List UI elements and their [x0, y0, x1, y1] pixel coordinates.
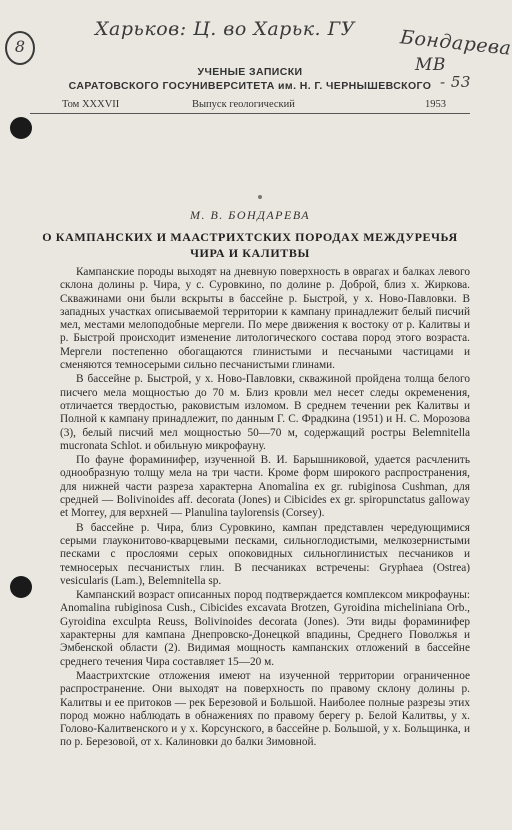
paragraph: В бассейне р. Чира, близ Суровкино, кампан представлен чередующимися серыми глауконитово-кварцевыми песками, сильноглодистыми, мелкозернистыми песками с прослоями серых опоковидных сильноглинистых песчаников и темносерых песчанистых глин. В песчаниках встречены: Gryphaea (Ostrea) vesicularis (Lam.), Belemnitella sp. [60, 521, 470, 587]
article-title-line-1: О КАМПАНСКИХ И МААСТРИХТСКИХ ПОРОДАХ МЕЖДУРЕЧЬЯ [42, 230, 458, 244]
punch-hole-bottom [10, 576, 32, 598]
issue-label: Выпуск геологический [192, 99, 295, 110]
journal-subtitle: САРАТОВСКОГО ГОСУНИВЕРСИТЕТА им. Н. Г. ЧЕРНЫШЕВСКОГО [68, 80, 432, 92]
author-name: М. В. БОНДАРЕВА [189, 208, 311, 222]
volume-label: Том XXXVII [62, 99, 120, 110]
circled-number: 8 [5, 31, 35, 65]
paragraph: Кампанские породы выходят на дневную поверхность в оврагах и балках левого склона долины р. Чира, у с. Суровкино, по долине р. Доброй, близ х. Жиркова. Скважинами они были вскрыты в бассейне р. Быстрой, у х. Ново-Павловки. В западных участках описываемой территории к кампану принадлежит белый писчий мел, местами мелоподобные мергели. По мере движения к востоку от р. Калитвы и р. Быстрой происходит изменение литологического состава пород этого возраста. Мергели постепенно обогащаются глинистыми и песчаными частицами и сменяются темносерыми сильно песчанистыми глинами. [60, 266, 470, 372]
handwritten-note-author: Бондарева [399, 26, 512, 60]
handwritten-note-code: - 53 [440, 73, 471, 91]
journal-title: УЧЕНЫЕ ЗАПИСКИ [197, 66, 303, 78]
paragraph: По фауне фораминифер, изученной В. И. Барышниковой, удается расчленить однообразную толщу мела на три части. Кроме форм широкого распространения, для нижней части разреза характерна Anomalina ex gr. rubiginosa Cushman, для средней — Bolivinoides aff. decorata (Jones) и Cibicides ex gr. spiropunctatus galloway et Morrey, для верхней — Planulina taylorensis (Corsey). [60, 454, 470, 520]
paragraph: Кампанский возраст описанных пород подтверждается комплексом микрофауны: Anomalina rubiginosa Cush., Cibicides excavata Brotzen, Gyroidina micheliniana Orb., Gyroidina exculpta Reuss, Bolivinoides decorata (Jones). Эти виды фораминифер характерны для кампана Днепровско-Донецкой впадины, Среднего Поволжья и Эмбенской области (2). Видимая мощность кампанских отложений в бассейне среднего течения Чира составляет 15—20 м. [60, 589, 470, 668]
article-title-line-2: ЧИРА И КАЛИТВЫ [190, 246, 310, 260]
paragraph: Маастрихтские отложения имеют на изученной территории ограниченное распространение. Они выходят на поверхность по правому склону долины р. Калитвы и ее притоков — рек Березовой и Большой. Наиболее полные разрезы этих пород можно наблюдать в обнажениях по правому берегу р. Белой Калитвы, у х. Голово-Калитвенского и у х. Корсунского, в бассейне р. Большой, у х. Больщинка, и по р. Березовой, от х. Калиновки до балки Зимовной. [60, 669, 470, 749]
handwritten-note-initials: МВ [415, 55, 446, 75]
paragraph: В бассейне р. Быстрой, у х. Ново-Павловки, скважиной пройдена толща белого писчего мела мощностью до 70 м. Близ кровли мел несет следы окременения, отличается твердостью, раковистым изломом. В среднем течении рек Калитвы и Полной к кампану принадлежит, по данным Г. С. Фрадкина (1951) и Н. С. Морозова (3), белый писчий мел мощностью 50—70 м, содержащий ростры Belemnitella mucronata Schlot. и обильную микрофауну. [60, 373, 470, 452]
header-rule [30, 113, 470, 114]
stray-dot [258, 195, 262, 199]
year-label: 1953 [425, 99, 446, 110]
handwritten-note-library: Харьков: Ц. во Харьк. ГУ [95, 18, 355, 40]
punch-hole-top [10, 117, 32, 139]
article-body [60, 266, 470, 751]
